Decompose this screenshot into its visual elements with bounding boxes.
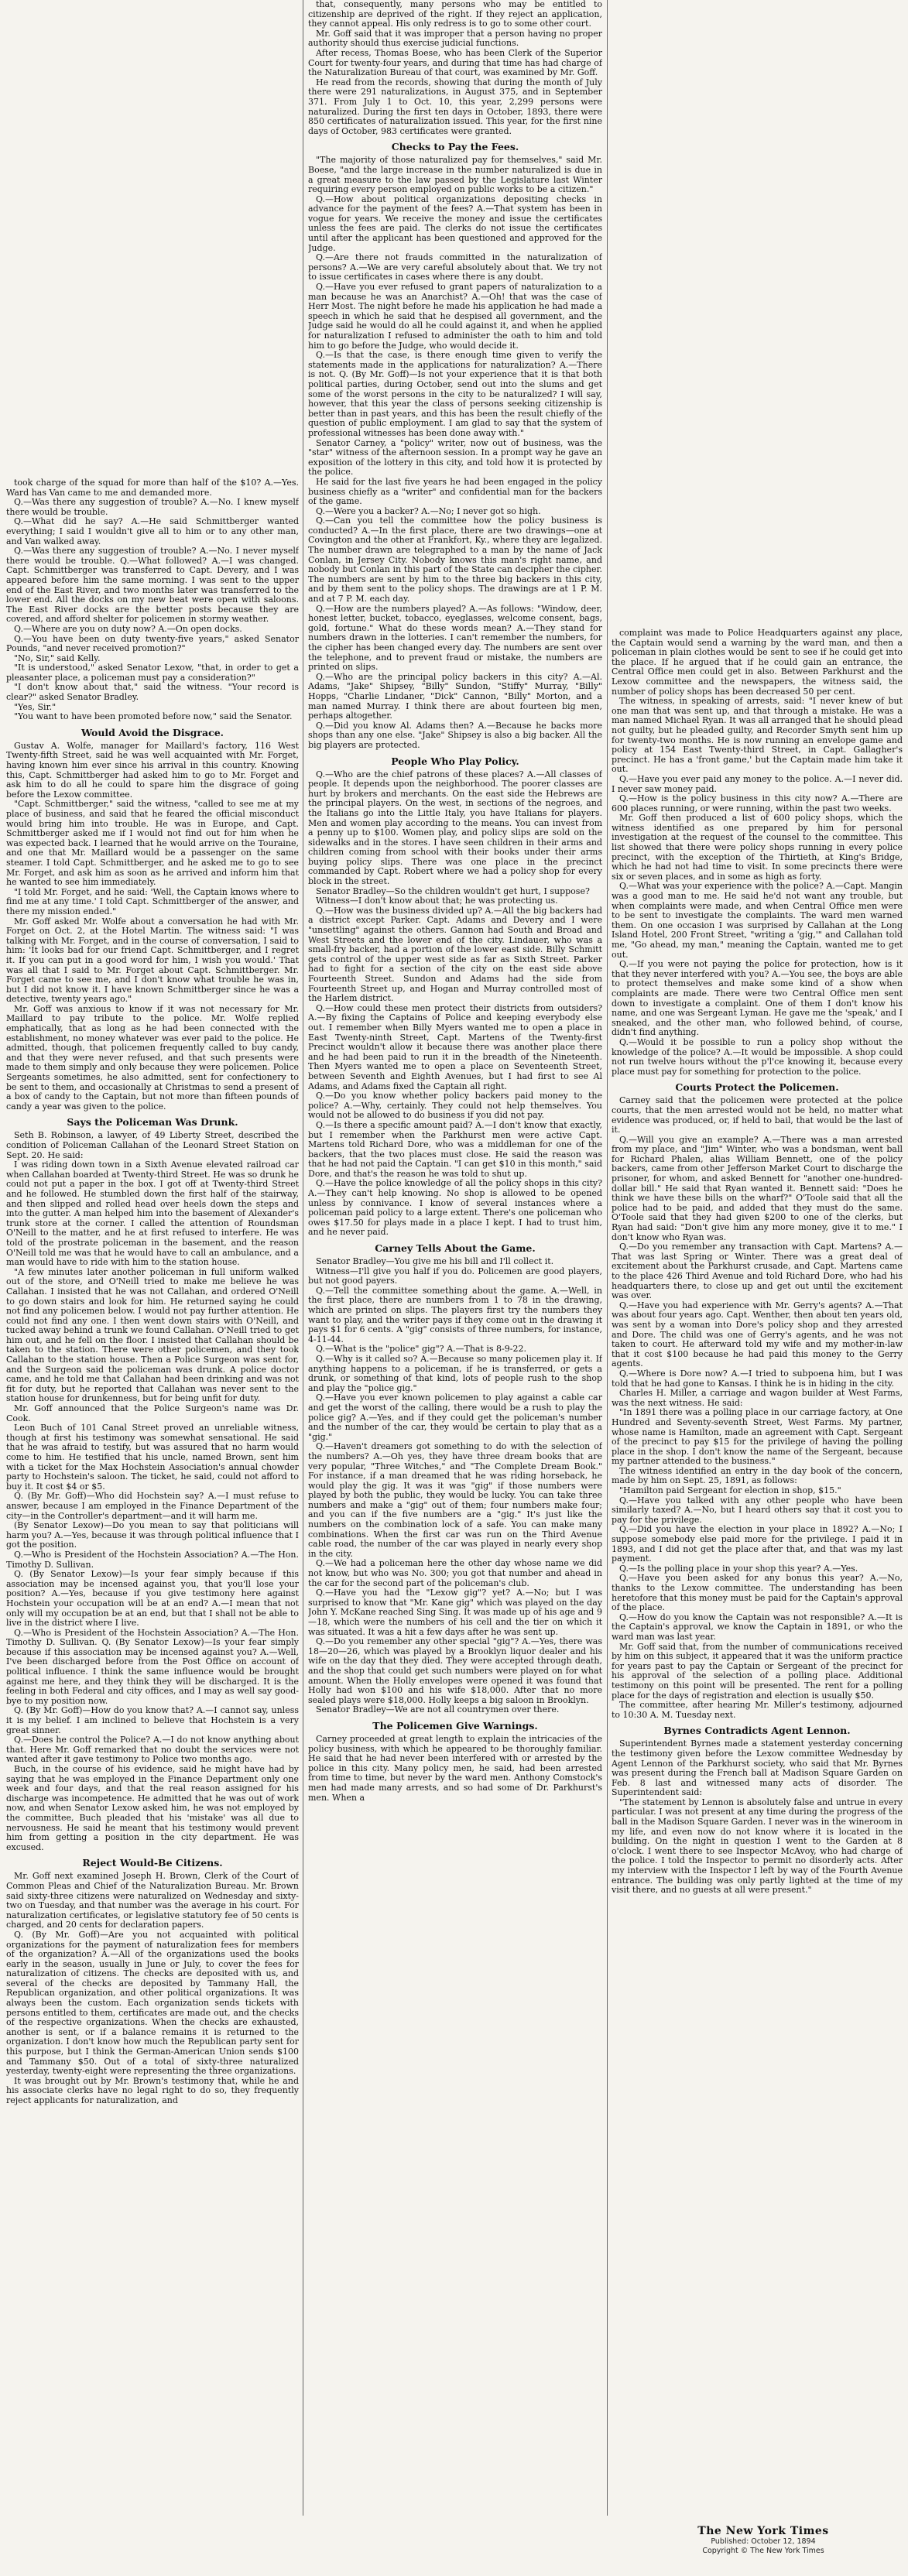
article-column-3 [612, 629, 903, 2509]
column2-block-3 [308, 770, 602, 1238]
paragraph: Q.—How about political organizations depositing checks in advance for the payment of the fees? A.—That system has been in vogue for years. We receive the money and issue the certificates unless the fees are paid. The clerks do not issue the certificates until after the applicant has been questioned and approved for the Judge. [308, 194, 602, 253]
paragraph: Q.—How could these men protect their districts from outsiders? A.—By fixing the Captains of Police and keeping everybody else out. I remember when Billy Myers wanted me to open a place in East Twenty-ninth Street, Capt. Martens of the Twenty-first Precinct wouldn't allow it because there was another place there and he had been paid to run it in the breadth of the Nineteenth. Then Myers wanted me to open a place on Seventeenth Street, between Seventh and Eighth Avenues, but I had first to see Al Adams, and Adams fixed the Captain all right. [308, 1002, 602, 1091]
paragraph: Mr. Goff asked Mr. Wolfe about a conversation he had with Mr. Forget on Oct. 2, at the Hotel Martin. The witness said: "I was talking with Mr. Forget, and in the course of conversation, I said to him: 'It looks bad for our friend Capt. Schmittberger, and I regret it. If you can put in a good word for him, I wish you would.' That was all that I said to Mr. Forget about Capt. Schmittberger. Mr. Forget came to see me, and I don't know what trouble he was in, but I did not know it. I have known Schmittberger since he was a detective, twenty years ago." [6, 916, 299, 1005]
paragraph: Senator Bradley—So the children wouldn't get hurt, I suppose? [316, 886, 590, 896]
paragraph: Q.—What did he say? A.—He said Schmittberger wanted everything; I said I wouldn't give all to him or to any other man, and Van walked away. [6, 516, 299, 546]
paragraph: Q.—What was your experience with the police? A.—Capt. Mangin was a good man to me. He said he'd not want any trouble, but when complaints were made, and when Central Office men were to be sent to investigate the complaints. The ward men warned them. On one occasion I was surprised by Callahan at the Long Island Hotel, 200 Front Street, "writing a 'gig,'" and Callahan told me, "Go ahead, my man," meaning the Captain, wanted me to get out. [612, 881, 903, 960]
article-column-1 [6, 478, 299, 2516]
paragraph: Q. (By Senator Lexow)—Is your fear simply because if this association may be incensed against you, that you'll lose your position? A.—Yes, because if you give testimony here against Hochstein your occupation will be at an end? A.—I mean that not only will my occupation be at an end, but that I shall not be able to live in the district where I live. [6, 1569, 299, 1629]
paragraph: Witness—I don't know about that; he was protecting us. [316, 896, 558, 906]
paragraph: Mr. Goff announced that the Police Surgeon's name was Dr. Cook. [6, 1403, 299, 1423]
paragraph: Q.—Have you ever refused to grant papers of naturalization to a man because he was an Anarchist? A.—Oh! that was the case of Herr Most. The night before he made his application he had made a speech in which he said that he despised all government, and the Judge said he would do all he could against it, and when he applied for naturalization I refused to administer the oath to him and told him to go before the Judge, who would decide it. [308, 282, 602, 351]
paragraph: Q.—Who are the principal policy backers in this city? A.—Al. Adams, "Jake" Shipsey, "Billy" Sundon, "Stiffy" Murray, "Billy" Hopps, "Charlie Lindaner, "Dick" Cannon, "Billy" Morton, and a man named Murray. I think there are about fourteen big men, perhaps altogether. [308, 671, 602, 721]
paragraph: Q.—Were you a backer? A.—No; I never got so high. [316, 505, 541, 516]
paragraph: Q.—Was there any suggestion of trouble? A.—No. I knew myself there would be trouble. [6, 497, 299, 517]
column2-block-1 [308, 0, 602, 136]
paragraph: Leon Buch of 101 Canal Street proved an unreliable witness, though at first his testimony was somewhat sensational. He said that he was afraid to testify, but was assured that no harm would come to him. He testified that his uncle, named Brown, sent him with a ticket for the Max Hochstein Association's annual chowder party to Hochstein's saloon. The ticket, he said, could not afford to buy it. It cost $4 or $5. [6, 1423, 299, 1492]
paragraph: Q.—Are there not frauds committed in the naturalization of persons? A.—We are very careful absolutely about that. We try not to issue certificates in cases where there is any doubt. [308, 252, 602, 283]
paragraph: Gustav A. Wolfe, manager for Maillard's factory, 116 West Twenty-fifth Street, said he was well acquainted with Mr. Forget, having known him ever since his arrival in this country. Knowing this, Capt. Schmittberger had asked him to go to Mr. Forget and ask him to do all he could to spare him the disgrace of going before the Lexow committee. [6, 740, 299, 800]
column2-block-2 [308, 156, 602, 750]
paragraph: "In 1891 there was a polling place in our carriage factory, at One Hundred and Seventy-seventh Street, West Farms. My partner, whose name is Hamilton, made an agreement with Capt. Sergeant of the precinct to pay $15 for the privilege of having the polling place in the shop. I don't know the name of the Sergeant, because my partner attended to the business." [612, 1407, 903, 1467]
page-footer [647, 2525, 879, 2556]
paragraph: Q.—Who are the chief patrons of these places? A.—All classes of people. It depends upon the neighborhood. The poorer classes are hurt by brokers and merchants. On the east side the Hebrews are the principal players. On the west, in sections of the negroes, and the Italians go into the Little Italy, you have Italians for players. Men and women play according to the means. You can invest from a penny up to $100. Women play, and policy slips are sold on the sidewalks and in the stores. I have seen children in their arms and children coming from school with their books under their arms buying policy slips. There was one place in the precinct commanded by Capt. Robert where we had a policy shop for every block in the street. [308, 769, 602, 887]
paragraph: Q.—Is there a specific amount paid? A.—I don't know that exactly, but I remember when the Parkhurst men were active Capt. Martens told Richard Dore, who was a middleman for one of the backers, that the two places must close. He said the reason was that he had not paid the Captain. "I can get $10 in this month," said Dore, and that's the reason he was told to shut up. [308, 1119, 602, 1179]
paragraph: Q.—How was the business divided up? A.—All the big backers had a district except Parker. Capt. Adams and Devery and I were "unsettling" against the others. Gannon had South and Broad and West Streets and the lower end of the city. Lindauer, who was a small-fry backer, had a portion of the lower east side. Billy Schmitt gets control of the upper west side as far as Sixth Street. Parker had to fight for a section of the city on the east side above Fourteenth Street. Sundon and Adams had the side from Fourteenth Street up, and Hogan and Murray controlled most of the Harlem district. [308, 905, 602, 1004]
paragraph: Q.—You have been on duty twenty-five years," asked Senator Pounds, "and never received promotion?" [6, 633, 299, 654]
paragraph: The witness identified an entry in the day book of the concern, made by him on Sept. 25, 1891, as follows: [612, 1465, 903, 1486]
paragraph: "Capt. Schmittberger," said the witness, "called to see me at my place of business, and said that he feared the official misconduct would bring him into trouble. He was in Europe, and Capt. Schmittberger asked me if I would not find out for him when he was expected back. I learned that he would arrive on the Touraine, and one that Mr. Maillard would be a passenger on the same steamer. I told Capt. Schmittberger, and he asked me to go to see Mr. Forget, and ask him as soon as he arrived and inform him that he wanted to see him immediately. [6, 799, 299, 888]
paragraph: that, consequently, many persons who may be entitled to citizenship are deprived of the right. If they reject an application, they cannot appeal. His only redress is to go to some other court. [308, 0, 602, 29]
subheading-people-play-policy: People Who Play Policy. [391, 755, 519, 767]
copyright-notice: Copyright © The New York Times [702, 2547, 824, 2555]
paragraph: Q. (By Mr. Goff)—How do you know that? A.—I cannot say, unless it is my belief. I am inclined to believe that Hochstein is a very great sinner. [6, 1705, 299, 1735]
paragraph: Mr. Goff was anxious to know if it was not necessary for Mr. Maillard to pay tribute to the police. Mr. Wolfe replied emphatically, that as long as he had been connected with the establishment, no money whatever was ever paid to the police. He admitted, though, that policemen frequently called to buy candy, and that they were never refused, and that such presents were made to them simply and only because they were policemen. Police Sergeants sometimes, he also admitted, sent for confectionery to be sent to them, and occasionally at Christmas to send a present of a box of candy to the Captain, but not more than fifteen pounds of candy a year was given to the police. [6, 1003, 299, 1112]
paragraph: Q.—Why is it called so? A.—Because so many policemen play it. If anything happens to a policeman, if he is transferred, or gets a drunk, or something of that kind, lots of people rush to the shop and play the "police gig." [308, 1353, 602, 1393]
subheading-carney-game: Carney Tells About the Game. [375, 1242, 536, 1255]
column1-block-4 [6, 1872, 299, 2105]
paragraph: Q.—Was there any suggestion of trouble? A.—No. I never myself there would be trouble. Q.—What followed? A.—I was changed. Capt. Schmittberger was transferred to Capt. Devery, and I was appeared before him the same morning. I was sent to the upper end of the East River, and two months later was transferred to the lower end. All the docks on my new beat were open with saloons. The East River docks are the better posts because they are covered, and afford shelter for policemen in stormy weather. [6, 546, 299, 625]
paragraph: Charles H. Miller, a carriage and wagon builder at West Farms, was the next witness. He said: [612, 1388, 903, 1408]
subheading-policeman-drunk: Says the Policeman Was Drunk. [67, 1116, 238, 1129]
paragraph: Q.—Where are you on duty now? A.—On open docks. [14, 623, 242, 634]
paragraph: Q.—Does he control the Police? A.—I do not know anything about that. Here Mr. Goff remarked that no doubt the services were not wanted after it gave testimony to Police two months ago. [6, 1735, 299, 1765]
published-date: Published: October 12, 1894 [711, 2537, 816, 2546]
subheading-would-avoid-disgrace: Would Avoid the Disgrace. [81, 726, 224, 738]
paragraph: Q.—Have the police knowledge of all the policy shops in this city? A.—They can't help knowing. No shop is allowed to be opened unless by connivance. I know of several instances where a policeman paid policy to a large extent. There's one policeman who owes $17.50 for plays made in a place I kept. I had to trust him, and he never paid. [308, 1178, 602, 1238]
paragraph: He said for the last five years he had been engaged in the policy business chiefly as a "writer" and confidential man for the backers of the game. [308, 476, 602, 507]
column1-block-1 [6, 478, 299, 722]
paragraph: Buch, in the course of his evidence, said he might have had by saying that he was employed in the Finance Department only one week and four days, and that the real reason assigned for his discharge was incompetence. He admitted that he was out of work now, and when Senator Lexow asked him, he was not employed by the committee, Buch pleaded that his 'mistake' was all due to nervousness. He said he meant that his testimony would prevent him from getting a position in the city department. He was excused. [6, 1764, 299, 1852]
paragraph: Mr. Goff said that, from the number of communications received by him on this subject, it appeared that it was the uniform practice for years past to pay the Captain or Sergeant of the precinct for his approval of the selection of a polling place. Additional testimony on this point will be presented. The rent for a polling place for the days of registration and election is usually $50. [612, 1641, 903, 1701]
paragraph: Mr. Goff next examined Joseph H. Brown, Clerk of the Court of Common Pleas and Chief of the Naturalization Bureau. Mr. Brown said sixty-three citizens were naturalized on Wednesday and sixty-two on Tuesday, and that number was the average in his court. For naturalization certificates, or legislative statutory fee of 50 cents is charged, and 20 cents for declaration papers. [6, 1871, 299, 1930]
paragraph: Q.—Do you remember any other special "gig"? A.—Yes, there was 18—20—26, which was played by a Brooklyn liquor dealer and his wife on the day that they died. They were accepted through death, and the shop that could get such numbers were played on for what amount. When the Holly envelopes were opened it was found that Holly had won $100 and his wife $18,000. After that no more sealed plays were $18,000. Holly keeps a big saloon in Brooklyn. [308, 1636, 602, 1705]
subheading-reject-citizens: Reject Would-Be Citizens. [82, 1857, 223, 1869]
paragraph: Q.—Where is Dore now? A.—I tried to subpoena him, but I was told that he had gone to Kansas. I think he is in hiding in the city. [612, 1368, 903, 1389]
paragraph: Q.—Did you know Al. Adams then? A.—Because he backs more shops than any one else. "Jake" Shipsey is also a big backer. All the big players are protected. [308, 720, 602, 750]
column3-block-2 [612, 1096, 903, 1720]
paragraph: Q.—Did you have the election in your place in 1892? A.—No; I suppose somebody else paid more for the privilege. I paid it in 1893, and I did not get the place after that, and that was my last payment. [612, 1524, 903, 1564]
paragraph: Carney said that the policemen were protected at the police courts, that the men arrested would not be held, no matter what evidence was produced, or, if held to bail, that would be the last of it. [612, 1095, 903, 1136]
paragraph: "The statement by Lennon is absolutely false and untrue in every particular. I was not present at any time during the progress of the ball in the Madison Square Garden. I never was in the wineroom in my life, and even now do not know where it is located in the building. On the night in question I went to the Garden at 8 o'clock. I went there to see Inspector McAvoy, who had charge of the police. I told the Inspector to permit no disorderly acts. After my interview with the Inspector I left by way of the Fourth Avenue entrance. The building was only partly lighted at the time of my visit there, and no guests at all were present." [612, 1797, 903, 1896]
article-column-2 [308, 0, 602, 2485]
paragraph: Q.—Have you been asked for any bonus this year? A.—No, thanks to the Lexow committee. The understanding has been heretofore that this money must be paid for the Captain's approval of the place. [612, 1573, 903, 1613]
paragraph: Q.—What is the "police" gig"? A.—That is 8-9-22. [316, 1344, 526, 1355]
subheading-byrnes-contradicts: Byrnes Contradicts Agent Lennon. [663, 1725, 851, 1737]
paragraph: Carney proceeded at great length to explain the intricacies of the policy business, with which he appeared to be thoroughly familiar. He said that he had never been interfered with or arrested by the police in this city. Many policy men, he said, had been arrested from time to time, but never by the ward men. Anthony Comstock's men had made many arrests, and so had some of Dr. Parkhurst's men. When a [308, 1733, 602, 1803]
paragraph: Seth B. Robinson, a lawyer, of 49 Liberty Street, described the condition of Policeman Callahan of the Leonard Street Station on Sept. 20. He said: [6, 1130, 299, 1160]
subheading-courts-protect: Courts Protect the Policemen. [675, 1081, 839, 1094]
paragraph: The committee, after hearing Mr. Miller's testimony, adjourned to 10:30 A. M. Tuesday next. [612, 1700, 903, 1720]
paragraph: Q.—We had a policeman here the other day whose name we did not know, but who was No. 300; you got that number and ahead in the car for the second part of the policeman's club. [308, 1558, 602, 1588]
paragraph: "No, Sir," said Kelly. [14, 653, 101, 663]
column2-block-5 [308, 1735, 602, 1803]
paragraph: complaint was made to Police Headquarters against any place, the Captain would send a warning by the ward man, and then a policeman in plain clothes would be sent to see if he could get into the place. If he argued that if he could gain an entrance, the Central Office men could get in also. Between Parkhurst and the Lexow committee and the newspapers, the witness said, the number of policy shops has been decreased 50 per cent. [612, 629, 903, 697]
paragraph: Witness—I'll give you half if you do. Policemen are good players, but not good payers. [308, 1266, 602, 1286]
paragraph: I was riding down town in a Sixth Avenue elevated railroad car when Callahan boarded at Twenty-third Street. He was so drunk he could not put a paper in the box. I got off at Twenty-third Street and he followed. He stumbled down the first half of the stairway, and then slipped and rolled head over heels down the steps and into the gutter. A man helped him into the basement of Alexander's trunk store at the corner. I called the attention of Roundsman O'Neill to the matter, and he at first refused to interfere. He was told of the prostrate policeman in the basement, and the reason O'Neill told me was that he would have to call an ambulance, and a man would have to ride with him to the station house. [6, 1160, 299, 1268]
paragraph: Q. (By Mr. Goff)—Are you not acquainted with political organizations for the payment of naturalization fees for members of the organization? A.—All of the organizations used the books early in the season, usually in June or July, to cover the fees for naturalization of citizens. The checks are deposited with us, and several of the checks are deposited by Tammany Hall, the Republican organization, and other political organizations. It was always been the custom. Each organization sends tickets with persons entitled to them, certificates are made out, and the checks of the respective organizations. When the checks are exhausted, another is sent, or if a balance remains it is returned to the organization. I don't know how much the Republican party sent for this purpose, but I think the German-American Union sends $100 and Tammany $50. Out of a total of sixty-three naturalized yesterday, twenty-eight were representing the three organizations. [6, 1929, 299, 2077]
column1-block-3 [6, 1131, 299, 1852]
paragraph: Q.—Have you talked with any other people who have been similarly taxed? A.—No, but I heard others say that it cost you to pay for the privilege. [612, 1495, 903, 1525]
paragraph: Mr. Goff then produced a list of 600 policy shops, which the witness identified as one prepared by him for personal investigation at the request of the counsel to the committee. This list showed that there were policy shops running in every police precinct, with the exception of the Thirtieth, at King's Bridge, which he had not had time to visit. In some precincts there were six or seven places, and in some as high as forty. [612, 813, 903, 882]
paragraph: Senator Bradley—We are not all countrymen over there. [316, 1704, 560, 1715]
paragraph: Q. (By Mr. Goff)—Who did Hochstein say? A.—I must refuse to answer, because I am employed in the Finance Department of the city—in the Controller's department—and it will harm me. [6, 1491, 299, 1521]
paragraph: Q.—Have you ever paid any money to the police. A.—I never did. I never saw money paid. [612, 773, 903, 794]
paragraph: It was brought out by Mr. Brown's testimony that, while he and his associate clerks have no legal right to do so, they frequently reject applicants for naturalization, and [6, 2075, 299, 2105]
nyt-logo: The New York Times [697, 2525, 829, 2537]
paragraph: He read from the records, showing that during the month of July there were 291 naturalizations, in August 375, and in September 371. From July 1 to Oct. 10, this year, 2,299 persons were naturalized. During the first ten days in October, 1893, there were 850 certificates of naturalization issued. This year, for the first nine days of October, 983 certificates were granted. [308, 77, 602, 136]
paragraph: "Hamilton paid Sergeant for election in shop, $15." [619, 1485, 841, 1496]
paragraph: Senator Carney, a "policy" writer, now out of business, was the "star" witness of the afternoon session. In a prompt way he gave an exposition of the lottery in this city, and told how it is protected by the police. [308, 437, 602, 478]
paragraph: "It is understood," asked Senator Lexow, "that, in order to get a pleasanter place, a policeman must pay a consideration?" [6, 663, 299, 683]
paragraph: "I told Mr. Forget, and he said: 'Well, the Captain knows where to find me at any time.' I told Capt. Schmittberger of the answer, and there my mission ended." [6, 886, 299, 916]
paragraph: Q.—Can you tell the committee how the policy business is conducted? A.—In the first place, there are two drawings—one at Covington and the other at Frankfort, Ky., where they are legalized. The number drawn are telegraphed to a man by the name of Jack Conlan, in Jersey City. Nobody knows this man's right name, and nobody but Conlan in this part of the State can decipher the cipher. The numbers are sent by him to the three big backers in this city, and by them sent to the policy shops. The drawings are at 1 P. M. and at 7 P. M. each day. [308, 516, 602, 605]
paragraph: Q.—Would it be possible to run a policy shop without the knowledge of the police? A.—It would be impossible. A shop could not run twelve hours without the p'l'ce knowing it, because every place must pay for something for protection to the police. [612, 1036, 903, 1077]
paragraph: Q.—Do you remember any transaction with Capt. Martens? A.—That was last Spring or Winter. There was a great deal of excitement about the Parkhurst crusade, and Capt. Martens came to the place 426 Third Avenue and told Richard Dore, who had his headquarters there, to close up and get out until the excitement was over. [612, 1242, 903, 1301]
paragraph: "Yes, Sir." [14, 701, 57, 712]
paragraph: Q.—If you were not paying the police for protection, how is it that they never interfered with you? A.—You see, the boys are able to protect themselves and make some kind of a show when complaints are made. There were two Central Office men sent down to investigate a complaint. One of them I don't know his name, and one was Sergeant Lyman. He gave me the 'speak,' and I sneaked, and the other man, who followed behind, of course, didn't find anything. [612, 959, 903, 1038]
column3-block-1 [612, 629, 903, 1077]
paragraph: Q.—How do you know the Captain was not responsible? A.—It is the Captain's approval, we know the Captain in 1891, or who the ward man was last year. [612, 1612, 903, 1642]
paragraph: "A few minutes later another policeman in full uniform walked out of the store, and O'Neill tried to make me believe he was Callahan. I insisted that he was not Callahan, and ordered O'Neill to go down stairs and look for him. He returned saying he could not find any policemen below. I would not pay further attention. He could not find any one. I then went down stairs with O'Neill, and tucked away behind a trunk we found Callahan. O'Neill tried to get him out, and he fell on the floor. I insisted that Callahan should be taken to the station. There were other policemen, and they took Callahan to the station house. Then a Police Surgeon was sent for, and the Surgeon said the policeman was drunk. A police doctor came, and he told me that Callahan had been drinking and was not fit for duty, but he reported that Callahan was never sent to the station house for drunkenness, but for being unfit for duty. [6, 1266, 299, 1404]
paragraph: Senator Bradley—You give me his bill and I'll collect it. [316, 1256, 554, 1267]
paragraph: Superintendent Byrnes made a statement yesterday concerning the testimony given before the Lexow committee Wednesday by Agent Lennon of the Parkhurst society, who said that Mr. Byrnes was present during the French ball at Madison Square Garden on Feb. 8 last and witnessed many acts of disorder. The Superintendent said: [612, 1738, 903, 1798]
column3-block-3 [612, 1739, 903, 1896]
subheading-policemen-warnings: The Policemen Give Warnings. [372, 1719, 538, 1732]
paragraph: Q.—Who is President of the Hochstein Association? A.—The Hon. Timothy D. Sullivan. [6, 1549, 299, 1570]
paragraph: After recess, Thomas Boese, who has been Clerk of the Superior Court for twenty-four years, and during that time has had charge of the Naturalization Bureau of that court, was examined by Mr. Goff. [308, 47, 602, 78]
paragraph: Q.—Have you ever known policemen to play against a cable car and get the worst of the calling, there would be a rush to play the police gig? A.—Yes, and if they could get the policeman's number and the number of the car, they would be certain to play that as a "gig." [308, 1392, 602, 1442]
paragraph: (By Senator Lexow)—Do you mean to say that politicians will harm you? A.—Yes, because it was through political influence that I got the position. [6, 1520, 299, 1550]
subheading-checks-fees: Checks to Pay the Fees. [391, 141, 519, 153]
paragraph: Q.—Have you had experience with Mr. Gerry's agents? A.—That was about four years ago. Capt. Wenther, then about ten years old, was sent by a woman into Dore's policy shop and they arrested and Dore. The child was one of Gerry's agents, and he was not taken to court. He afterward told my wife and my mother-in-law that it cost $100 because he had paid this money to the Gerry agents. [612, 1300, 903, 1369]
paragraph: Q.—Have you had the "Lexow gig"? yet? A.—No; but I was surprised to know that "Mr. Kane gig" which was played on the day John Y. McKane reached Sing Sing. It was made up of his age and 9—18, which were the numbers of his cell and the tier on which it was situated. It was a hit a few days after he was sent up. [308, 1588, 602, 1637]
paragraph: Q.—Tell the committee something about the game. A.—Well, in the first place, there are numbers from 1 to 78 in the drawing, which are printed on slips. The players first try the numbers they want to play, and the writer pays if they come out in the drawing it pays $1 for 6 cents. A "gig" consists of three numbers, for instance, 4-11-44. [308, 1285, 602, 1345]
paragraph: Q.—Do you know whether policy backers paid money to the police? A.—Why, certainly. They could not help themselves. You would not be allowed to do business if you did not pay. [308, 1091, 602, 1121]
column1-block-2 [6, 742, 299, 1112]
paragraph: Q.—How are the numbers played? A.—As follows: "Window, deer, honest letter, bucket, tobacco, eyeglasses, welcome consent, bags, gold, fortune." What do these words mean? A.—They stand for numbers drawn in the lotteries. I can't remember the numbers, for the cipher has been changed every day. The numbers are sent over the telephone, and to prevent fraud or mistake, the numbers are printed on slips. [308, 603, 602, 673]
paragraph: Q.—Will you give an example? A.—There was a man arrested from my place, and "Jim" Winter, who was a bondsman, went ball for Richard Phalen, alias William Bennett, one of the policy backers, came from other Jefferson Market Court to discharge the prisoner, for whom, and asked Bennett for "another one-hundred-dollar bill." He said that Ryan wanted it. Bennett said: "Does he think we have these bills on the wharf?" O'Toole said that all the police had to be paid, and added that they must do the same. O'Toole said that they had given $200 to one of the clerks, but Ryan had said: "Don't give him any more money, give it to me." I don't know who Ryan was. [612, 1134, 903, 1242]
column-rule-right [607, 0, 608, 2516]
paragraph: "The majority of those naturalized pay for themselves," said Mr. Boese, "and the large increase in the number naturalized is due in a great measure to the law passed by the Legislature last Winter requiring every person employed on public works to be a citizen." [308, 155, 602, 195]
paragraph: "You want to have been promoted before now," said the Senator. [14, 711, 293, 722]
paragraph: Q.—Who is President of the Hochstein Association? A.—The Hon. Timothy D. Sullivan. Q. (By Senator Lexow)—Is your fear simply because if this association may be incensed against you? A.—Well, I've been discharged before from the Post Office on account of political influence. I think the same influence would be brought against me here, and they think they will be discharged. It is the feeling in both Federal and city offices, and I may as well say good-bye to my position now. [6, 1627, 299, 1706]
column2-block-4 [308, 1257, 602, 1715]
paragraph: took charge of the squad for more than half of the $10? A.—Yes. Ward has Van came to me and demanded more. [6, 478, 299, 498]
paragraph: The witness, in speaking of arrests, said: "I never knew of but one man that was sent up, and that through a mistake. He was a man named Michael Ryan. It was all arranged that he should plead not guilty, but he pleaded guilty, and Recorder Smyth sent him up for twenty-two months. He is now running an envelope game and policy at 154 East Twenty-third Street, in Capt. Gallagher's precinct. He has a 'front game,' but the Captain made him take it out. [612, 696, 903, 775]
paragraph: Q.—Is that the case, is there enough time given to verify the statements made in the applications for naturalization? A.—There is not. Q. (By Mr. Goff)—Is not your experience that it is that both political parties, during October, send out into the slums and get some of the worst persons in the city to be naturalized? I will say, however, that this year the class of persons seeking citizenship is better than in past years, and this has been the result chiefly of the question of public employment. I am glad to say that the system of professional witnesses has been done away with." [308, 350, 602, 438]
paragraph: Mr. Goff said that it was improper that a person having no proper authority should thus exercise judicial functions. [308, 28, 602, 49]
paragraph: Q.—How is the policy business in this city now? A.—There are 600 places running, or were running, within the past two weeks. [612, 793, 903, 814]
paragraph: Q.—Haven't dreamers got something to do with the selection of the numbers? A.—Oh yes, they have three dream books that are very popular, "Three Witches," and "The Complete Dream Book." For instance, if a man dreamed that he was riding horseback, he would play the gig. It was it was "gig" if those numbers were played by both the public, they would be lucky. You can take three numbers and make a "gig" out of them; four numbers make four; and you can if the five numbers are a "gig." It's just like the numbers on the combination lock of a safe. You can make many combinations. When the first car was run on the Third Avenue cable road, the number of the car was played in nearly every shop in the city. [308, 1441, 602, 1559]
paragraph: Q.—Is the polling place in your shop this year? A.—Yes. [619, 1563, 858, 1574]
paragraph: "I don't know about that," said the witness. "Your record is clear?" asked Senator Bradley. [6, 682, 299, 703]
